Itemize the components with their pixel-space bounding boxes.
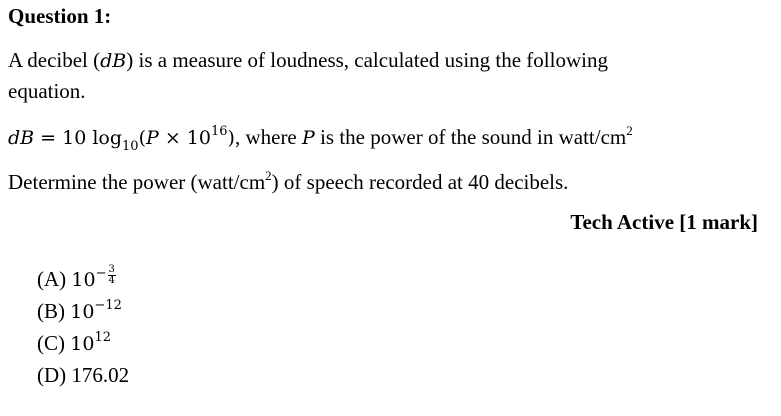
option-b-base: 10: [70, 301, 95, 323]
equation-lhs: dB: [8, 127, 35, 149]
equation-close-paren: ): [227, 127, 235, 149]
intro-text-pre: A decibel (: [8, 48, 101, 72]
equation-var-p: P: [146, 127, 159, 149]
option-c-label: (C): [37, 331, 71, 355]
equation-equals: = 10 log: [34, 127, 123, 149]
option-a[interactable]: [37, 264, 116, 300]
option-a-base: 10: [71, 269, 96, 291]
option-d-value: 176.02: [71, 363, 130, 387]
unit-exponent: 2: [626, 123, 633, 138]
equation-open-paren: (: [138, 127, 146, 149]
option-a-exp-denominator: 4: [108, 275, 115, 286]
option-d-label: (D): [37, 363, 72, 387]
option-b-exp: −12: [94, 298, 122, 313]
prompt-text-pre: Determine the power (watt/cm: [8, 170, 266, 194]
mark-label: Tech Active [1 mark]: [570, 210, 758, 234]
option-c[interactable]: [37, 331, 111, 356]
option-a-exp-sign: −: [95, 266, 107, 281]
option-c-exp: 12: [94, 330, 111, 345]
equation-line: [8, 122, 633, 156]
prompt-unit-exponent: 2: [265, 168, 272, 183]
option-a-exp-numerator: 3: [108, 264, 115, 275]
equation-log-base: 10: [122, 139, 139, 154]
question-intro-line1: [8, 45, 608, 77]
option-b-label: (B): [37, 299, 71, 323]
option-c-base: 10: [70, 333, 95, 355]
option-b[interactable]: [37, 299, 122, 324]
where-var-p: P: [302, 127, 315, 149]
option-a-exp-fraction: [108, 265, 116, 286]
prompt-text-post: ) of speech recorded at 40 decibels.: [271, 170, 569, 194]
where-text-post: is the power of the sound in watt/cm: [314, 125, 627, 149]
option-a-label: (A): [37, 267, 72, 291]
option-d[interactable]: [37, 363, 129, 388]
where-text-pre: , where: [234, 125, 303, 149]
question-title: Question 1:: [8, 4, 112, 28]
question-intro-line2: equation.: [8, 79, 86, 103]
intro-variable-db: dB: [100, 50, 127, 72]
question-prompt: [8, 167, 568, 200]
equation-times: × 10: [158, 127, 211, 149]
equation-exponent: 16: [210, 124, 228, 139]
intro-text-post: ) is a measure of loudness, calculated using the following: [126, 48, 608, 72]
